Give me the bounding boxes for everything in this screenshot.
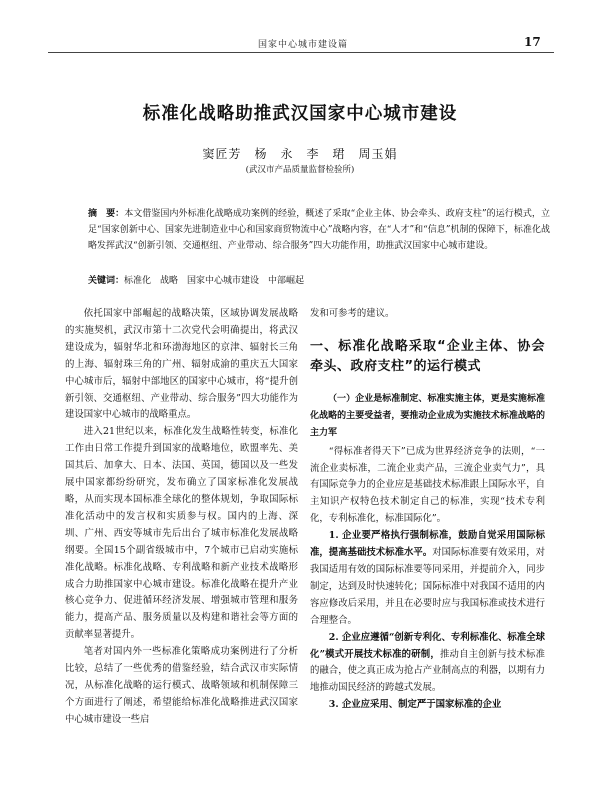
page-number: 17 [524,35,541,49]
running-header: 国家中心城市建设篇 [258,40,349,50]
keywords-label: 关键词： [88,276,125,286]
right-item-3 [310,697,545,714]
item-3-lead: 3. 企业应采用、制定严于国家标准的企业 [328,699,502,711]
left-paragraph-1: 依托国家中部崛起的战略决策，区域协调发展战略的实施契机，武汉市第十二次党代会明确提出，将武汉建设成为，辐射华北和环渤海地区的京津、辐射长三角的上海、辐射珠三角的广州、辐射成渝的重庆五大国家中心城市后，辐射中部地区的国家中心城市，将“提升创新引领、交通枢纽、产业带动、综合服务”四大功能作为建设国家中心城市的战略重点。 [65,308,298,421]
keywords [88,273,550,289]
left-column [65,306,298,729]
item-1-text: 对国际标准要有效采用，对我国适用有效的国际标准要等同采用，并提前介入，同步制定，达到及时快速转化；国际标准中对我国不适用的内容应修改后采用，并且在必要时应与我国标准或技术进行合理整合。 [310,547,545,626]
abstract-label: 摘 要： [88,209,125,219]
item-1-lead: 1. 企业要严格执行强制标准，鼓励自觉采用国际标准，提高基础技术标准水平。 [310,530,545,559]
left-paragraph-3: 笔者对国内外一些标准化策略成功案例进行了分析比较，总结了一些优秀的借鉴经验，结合武汉市实际情况，从标准化战略的运行模式、战略领域和机制保障三个方面进行了阐述，希望能给标准化战略推进武汉国家中心城市建设一些启 [65,646,298,725]
article-affiliation: (武汉市产品质量监督检验所) [245,165,355,175]
sub-heading: （一）企业是标准制定、标准实施主体，更是实施标准化战略的主要受益者，要推动企业成为实施技术标准战略的主力军 [310,393,545,438]
right-item-2 [310,630,545,698]
right-continuation: 发和可参考的建议。 [310,308,395,319]
article-title: 标准化战略助推武汉国家中心城市建设 [142,104,458,124]
abstract [88,206,550,255]
right-column [310,306,545,714]
right-paragraph-1: “得标准者得天下”已成为世界经济竞争的法则，“一流企业卖标准，二流企业卖产品，三流企业卖气力”，具有国际竞争力的企业应是基础技术标准跟上国际水平，自主知识产权特色技术制定自己的标准，实现“技术专利化，专利标准化，标准国际化”。 [310,445,545,525]
header-rule [48,52,554,53]
item-2-lead: 2. 企业应遵循“创新专利化、专利标准化、标准全球化”模式开展技术标准的研制， [310,631,545,660]
item-2-text: 推动自主创新与技术标准的融合，使之真正成为抢占产业制高点的利器，以期有力地推动国民经济的跨越式发展。 [310,648,545,694]
right-item-1 [310,528,545,629]
section-heading: 一、标准化战略采取“企业主体、协会牵头、政府支柱”的运行模式 [310,338,545,374]
keywords-text: 标准化 战略 国家中心城市建设 中部崛起 [124,276,305,286]
abstract-text: 本文借鉴国内外标准化战略成功案例的经验，概述了采取“企业主体、协会牵头、政府支柱”的运行模式，立足“国家创新中心、国家先进制造业中心和国家商贸物流中心”战略内容，在“人才”和“信息”机制的保障下，标准化战略发挥武汉“创新引领、交通枢纽、产业带动、综合服务”四大功能作用，助推武汉国家中心城市建设。 [88,209,550,252]
left-paragraph-2: 进入21世纪以来，标准化发生战略性转变，标准化工作由日常工作提升到国家的战略地位，欧盟率先、美国其后、加拿大、日本、法国、英国，德国以及一些发展中国家都纷纷研究，发布确立了国家标准化发展战略，从而实现本国标准全球化的整体规划，争取国际标准化活动中的发言权和实质参与权。国内的上海、深圳、广州、西安等城市先后出台了城市标准化发展战略纲要。全国15个副省级城市中，7个城市已启动实施标准化战略。标准化战略、专利战略和新产业技术战略形成合力助推国家中心城市建设。标准化战略在提升产业核心竞争力、促进循环经济发展、增强城市管理和服务能力，提高产品、服务质量以及构建和谐社会等方面的贡献率显著提升。 [65,426,298,641]
article-authors: 窦匠芳 杨 永 李 珺 周玉娟 [202,147,398,161]
